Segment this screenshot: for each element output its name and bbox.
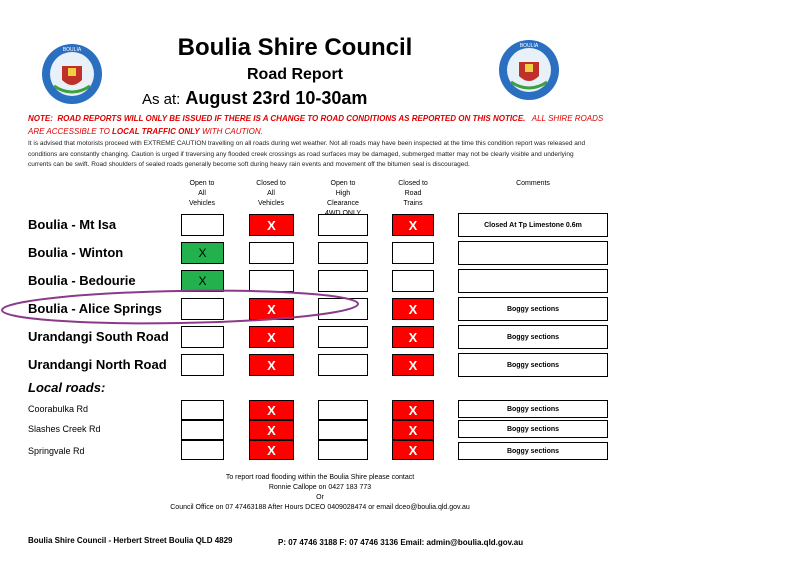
- col-open-all-line: Open to: [189, 180, 215, 187]
- notice-text: ROAD REPORTS WILL ONLY BE ISSUED IF THERE IS A CHANGE TO ROAD CONDITIONS AS REPORTED ON THIS NOTICE.: [57, 114, 526, 123]
- cell-comment: [458, 241, 608, 265]
- cell-open-all: [181, 326, 224, 348]
- contact-line: To report road flooding within the Boulia Shire please contact: [225, 474, 415, 481]
- as-at-date: August 23rd 10-30am: [185, 88, 368, 108]
- footer-contacts: P: 07 4746 3188 F: 07 4746 3136 Email: admin@boulia.qld.gov.au: [278, 538, 524, 547]
- cell-open-all: [181, 420, 224, 440]
- cell-open-all: [181, 400, 224, 420]
- cell-closed-all: X: [249, 214, 294, 236]
- col-open-all: [178, 179, 226, 209]
- local-roads-heading: Local roads:: [28, 380, 106, 395]
- cell-open-all: [181, 298, 224, 320]
- col-open-4wd-line: Open to: [330, 180, 356, 187]
- col-open-all-line: All: [198, 190, 206, 197]
- col-closed-all-line: Vehicles: [257, 200, 285, 207]
- cell-comment: Boggy sections: [458, 442, 608, 460]
- col-closed-trains-line: Road: [404, 190, 422, 197]
- cell-open-4wd: [318, 400, 368, 420]
- local-road-name: Springvale Rd: [28, 446, 85, 456]
- notice-label: NOTE:: [28, 114, 53, 123]
- cell-comment: [458, 269, 608, 293]
- cell-closed-trains: X: [392, 354, 434, 376]
- cell-closed-all: X: [249, 420, 294, 440]
- col-comments-line: Comments: [516, 180, 550, 187]
- road-name: Urandangi South Road: [28, 329, 169, 344]
- cell-open-all: X: [181, 270, 224, 292]
- cell-closed-all: [249, 270, 294, 292]
- cell-closed-trains: X: [392, 326, 434, 348]
- cell-closed-all: X: [249, 354, 294, 376]
- cell-closed-all: [249, 242, 294, 264]
- col-open-4wd: [317, 179, 369, 219]
- notice-caution: WITH CAUTION.: [201, 127, 263, 136]
- col-closed-all-line: All: [267, 190, 275, 197]
- svg-text:BOULIA: BOULIA: [519, 43, 539, 49]
- local-road-name: Slashes Creek Rd: [28, 424, 101, 434]
- col-closed-all-line: Closed to: [256, 180, 286, 187]
- col-open-4wd-line: High: [335, 190, 351, 197]
- svg-text:BOULIA: BOULIA: [62, 47, 82, 53]
- col-closed-trains: [389, 179, 437, 209]
- contact-info: [130, 473, 510, 513]
- cell-closed-trains: X: [392, 420, 434, 440]
- local-road-name: Coorabulka Rd: [28, 404, 89, 414]
- cell-comment: Boggy sections: [458, 297, 608, 321]
- as-at-label: As at:: [142, 91, 181, 108]
- notice-banner: [28, 112, 608, 138]
- cell-open-all: [181, 214, 224, 236]
- cell-closed-trains: X: [392, 214, 434, 236]
- notice-local-traffic: LOCAL TRAFFIC ONLY: [112, 127, 200, 136]
- road-name: Boulia - Alice Springs: [28, 301, 162, 316]
- cell-open-4wd: [318, 440, 368, 460]
- cell-open-4wd: [318, 270, 368, 292]
- contact-line: Council Office on 07 47463188 After Hours DCEO 0409028474 or email dceo@boulia.qld.gov.au: [170, 504, 470, 511]
- cell-open-4wd: [318, 326, 368, 348]
- cell-comment: Closed At Tp Limestone 0.6m: [458, 213, 608, 237]
- advice-paragraph: It is advised that motorists proceed with EXTREME CAUTION travelling on all roads during wet weather. Not all roads may have been inspected at the time this condition report was released and conditions are constantly changing. Caution is urged if traversing any flooded creek crossings as road surfaces may be damaged, submerged matter may not be clearly visible and underlying currents can be swift. Road shoulders of sealed roads generally become soft during heavy rain events and movement off the bitumen seal is discouraged.: [28, 140, 586, 168]
- cell-open-4wd: [318, 354, 368, 376]
- cell-open-4wd: [318, 420, 368, 440]
- cell-closed-trains: X: [392, 400, 434, 420]
- cell-open-all: [181, 440, 224, 460]
- col-closed-trains-line: Trains: [403, 200, 423, 207]
- footer-address: Boulia Shire Council - Herbert Street Boulia QLD 4829: [28, 536, 233, 545]
- contact-line: Or: [316, 494, 324, 501]
- cell-closed-trains: X: [392, 440, 434, 460]
- col-open-all-line: Vehicles: [188, 200, 216, 207]
- cell-comment: Boggy sections: [458, 353, 608, 377]
- cell-open-4wd: [318, 242, 368, 264]
- col-closed-all: [247, 179, 295, 209]
- page-subtitle: Road Report: [247, 66, 343, 83]
- cell-comment: Boggy sections: [458, 420, 608, 438]
- page-title: Boulia Shire Council: [177, 34, 413, 61]
- road-name: Boulia - Bedourie: [28, 273, 136, 288]
- cell-closed-trains: X: [392, 298, 434, 320]
- report-date: [142, 88, 367, 109]
- cell-closed-trains: [392, 270, 434, 292]
- cell-open-all: X: [181, 242, 224, 264]
- cell-closed-all: X: [249, 298, 294, 320]
- cell-comment: Boggy sections: [458, 400, 608, 418]
- cell-open-4wd: [318, 214, 368, 236]
- cell-comment: Boggy sections: [458, 325, 608, 349]
- cell-open-all: [181, 354, 224, 376]
- notice-all-roads: ALL SHIRE ROADS ARE ACCESSIBLE TO: [28, 114, 604, 136]
- col-closed-trains-line: Closed to: [398, 180, 428, 187]
- cell-closed-all: X: [249, 400, 294, 420]
- cell-closed-all: X: [249, 440, 294, 460]
- contact-line: Ronnie Callope on 0427 183 773: [268, 484, 372, 491]
- road-name: Urandangi North Road: [28, 357, 167, 372]
- cell-open-4wd: [318, 298, 368, 320]
- road-name: Boulia - Mt Isa: [28, 217, 117, 232]
- cell-closed-all: X: [249, 326, 294, 348]
- road-name: Boulia - Winton: [28, 245, 124, 260]
- cell-closed-trains: [392, 242, 434, 264]
- col-open-4wd-line: Clearance: [327, 200, 359, 207]
- col-comments: [458, 179, 608, 189]
